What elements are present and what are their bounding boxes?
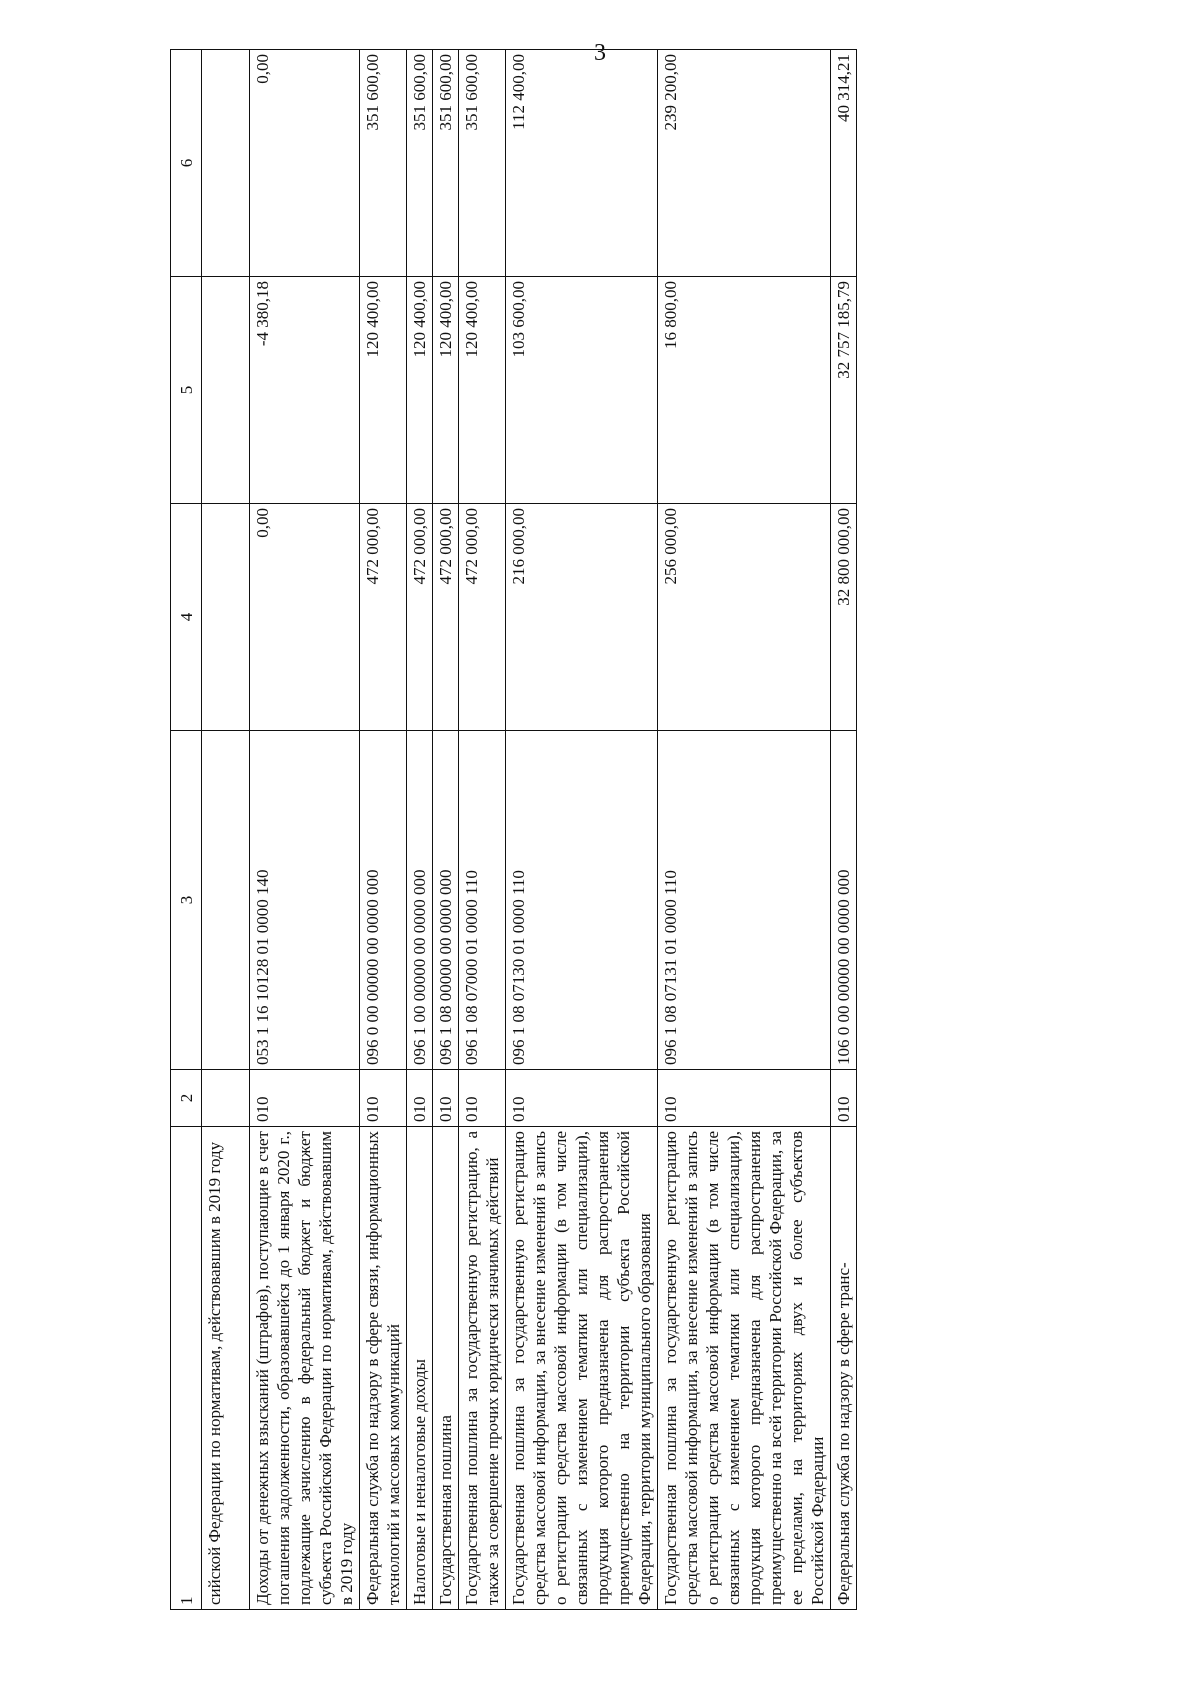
- revenue-table: [170, 49, 857, 1610]
- row-kbk: 096 1 08 07000 01 0000 110: [459, 731, 506, 1070]
- row-name: Государственная пошлина за государственную регистрацию средства массовой информации, за внесение изменений в запись о регистрации средства массовой информации (в том числе связанных с изменением тематики или специализации), продукция которого предназначена для распространения преимущественно на всей территории Российской Федерации, за ее пределами, на территориях двух и более субъектов Российской Федерации: [658, 1127, 831, 1610]
- row-name: Федеральная служба по надзору в сфере связи, информационных технологий и массовых коммуникаций: [360, 1127, 407, 1610]
- row-value-6: 112 400,00: [506, 50, 658, 277]
- row-kbk: 106 0 00 00000 00 0000 000: [831, 731, 857, 1070]
- row-code: 010: [459, 1070, 506, 1127]
- row-kbk: 096 1 08 00000 00 0000 000: [433, 731, 459, 1070]
- row-value-6: 351 600,00: [407, 50, 433, 277]
- row-value-5: 120 400,00: [360, 277, 407, 504]
- col-header-6: 6: [171, 50, 202, 277]
- row-code: 010: [658, 1070, 831, 1127]
- table-row: [506, 50, 658, 1610]
- row-code: 010: [250, 1070, 360, 1127]
- row-value-5: [202, 277, 250, 504]
- row-code: 010: [433, 1070, 459, 1127]
- col-header-5: 5: [171, 277, 202, 504]
- table-row: [433, 50, 459, 1610]
- row-value-5: 120 400,00: [407, 277, 433, 504]
- row-value-4: 472 000,00: [433, 504, 459, 731]
- row-value-4: 32 800 000,00: [831, 504, 857, 731]
- row-value-5: 103 600,00: [506, 277, 658, 504]
- row-value-5: 120 400,00: [433, 277, 459, 504]
- row-value-4: 256 000,00: [658, 504, 831, 731]
- row-value-4: 472 000,00: [407, 504, 433, 731]
- row-kbk: 096 1 08 07131 01 0000 110: [658, 731, 831, 1070]
- row-name: Государственная пошлина за государственную регистрацию средства массовой информации, за внесение изменений в запись о регистрации средства массовой информации (в том числе связанных с изменением тематики или специализации), продукция которого предназначена для распространения преимущественно на территории субъекта Российской Федерации, территории муниципального образования: [506, 1127, 658, 1610]
- row-value-6: 40 314,21: [831, 50, 857, 277]
- row-value-5: -4 380,18: [250, 277, 360, 504]
- col-header-4: 4: [171, 504, 202, 731]
- row-code: 010: [407, 1070, 433, 1127]
- table-row: [658, 50, 831, 1610]
- row-value-4: [202, 504, 250, 731]
- table-row: [202, 50, 250, 1610]
- table-row: [360, 50, 407, 1610]
- row-kbk: 096 0 00 00000 00 0000 000: [360, 731, 407, 1070]
- rotated-table-wrapper: [170, 54, 1140, 1610]
- rotated-table: [170, 54, 1140, 1610]
- row-value-5: 120 400,00: [459, 277, 506, 504]
- row-name: Налоговые и неналоговые доходы: [407, 1127, 433, 1610]
- row-name: Государственная пошлина за государственную регистрацию, а также за совершение прочих юридически значимых действий: [459, 1127, 506, 1610]
- row-value-6: 351 600,00: [459, 50, 506, 277]
- row-value-4: 472 000,00: [459, 504, 506, 731]
- page-number: 3: [594, 40, 606, 66]
- row-value-4: 0,00: [250, 504, 360, 731]
- row-name: Федеральная служба по надзору в сфере транс-: [831, 1127, 857, 1610]
- row-code: [202, 1070, 250, 1127]
- row-value-4: 472 000,00: [360, 504, 407, 731]
- table-row: [459, 50, 506, 1610]
- row-kbk: 096 1 00 00000 00 0000 000: [407, 731, 433, 1070]
- row-kbk: [202, 731, 250, 1070]
- row-value-4: 216 000,00: [506, 504, 658, 731]
- col-header-2: 2: [171, 1070, 202, 1127]
- row-value-6: 351 600,00: [360, 50, 407, 277]
- row-name: сийской Федерации по нормативам, действовавшим в 2019 году: [202, 1127, 250, 1610]
- row-code: 010: [831, 1070, 857, 1127]
- row-value-6: [202, 50, 250, 277]
- table-header-row: [171, 50, 202, 1610]
- col-header-1: 1: [171, 1127, 202, 1610]
- row-name: Доходы от денежных взысканий (штрафов), поступающие в счет погашения задолженности, образовавшейся до 1 января 2020 г., подлежащие зачислению в федеральный бюджет и бюджет субъекта Российской Федерации по нормативам, действовавшим в 2019 году: [250, 1127, 360, 1610]
- row-value-6: 351 600,00: [433, 50, 459, 277]
- row-code: 010: [506, 1070, 658, 1127]
- table-row: [831, 50, 857, 1610]
- col-header-3: 3: [171, 731, 202, 1070]
- table-row: [407, 50, 433, 1610]
- row-value-6: 239 200,00: [658, 50, 831, 277]
- row-code: 010: [360, 1070, 407, 1127]
- row-value-5: 16 800,00: [658, 277, 831, 504]
- row-kbk: 053 1 16 10128 01 0000 140: [250, 731, 360, 1070]
- table-row: [250, 50, 360, 1610]
- row-value-6: 0,00: [250, 50, 360, 277]
- row-kbk: 096 1 08 07130 01 0000 110: [506, 731, 658, 1070]
- row-name: Государственная пошлина: [433, 1127, 459, 1610]
- row-value-5: 32 757 185,79: [831, 277, 857, 504]
